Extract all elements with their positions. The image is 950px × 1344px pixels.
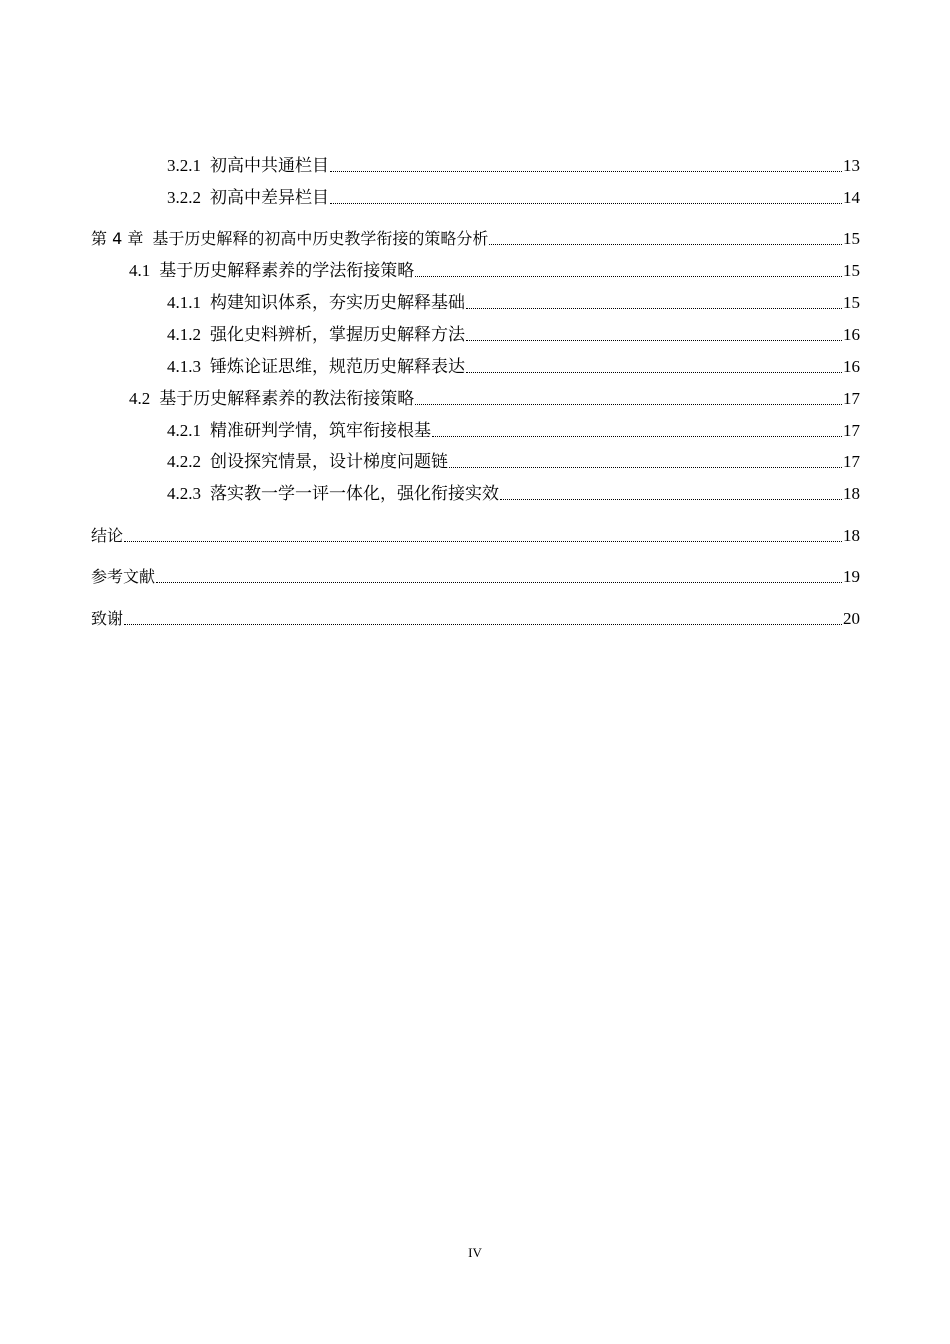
toc-entry-title: 基于历史解释的初高中历史教学衔接的策略分析	[152, 229, 489, 248]
toc-entry-4-1-1[interactable]	[167, 288, 860, 314]
toc-entry-title: 精准研判学情，筑牢衔接根基	[210, 421, 431, 440]
toc-entry-number: 4.1.3	[167, 357, 201, 376]
toc-entry-title: 落实教一学一评一体化，强化衔接实效	[210, 484, 499, 503]
toc-entry-number: 4.2.2	[167, 452, 201, 471]
toc-entry-number: 第 4 章	[91, 229, 144, 248]
toc-entry-4-2-1[interactable]	[167, 416, 860, 442]
toc-entry-title: 构建知识体系，夯实历史解释基础	[210, 293, 465, 312]
toc-entry-title: 结论	[91, 526, 124, 545]
toc-entry-3-2-1[interactable]	[167, 151, 860, 177]
toc-entry-4-2[interactable]	[129, 384, 860, 410]
toc-entry-label	[167, 420, 431, 442]
dot-leader	[432, 436, 842, 437]
page-number: IV	[468, 1245, 482, 1260]
toc-entry-title: 参考文献	[91, 567, 156, 586]
dot-leader	[124, 624, 842, 625]
toc-entry-page: 17	[843, 421, 860, 440]
dot-leader	[415, 276, 842, 277]
toc-entry-label	[167, 451, 448, 473]
toc-entry-acknowledgements[interactable]	[91, 604, 860, 630]
toc-entry-number: 4.1	[129, 261, 151, 280]
dot-leader	[466, 308, 842, 309]
toc-entry-label	[167, 155, 329, 177]
toc-entry-4-1[interactable]	[129, 256, 860, 282]
dot-leader	[124, 541, 842, 542]
toc-entry-4-1-2[interactable]	[167, 320, 860, 346]
dot-leader	[500, 499, 842, 500]
toc-entry-number: 4.2	[129, 389, 151, 408]
toc-entry-page: 18	[843, 526, 860, 545]
dot-leader	[449, 467, 842, 468]
toc-entry-page: 20	[843, 609, 860, 628]
toc-entry-page: 17	[843, 452, 860, 471]
toc-entry-title: 基于历史解释素养的教法衔接策略	[159, 389, 415, 408]
toc-entry-page: 14	[843, 188, 860, 207]
toc-entry-page: 15	[843, 229, 860, 248]
toc-entry-4-1-3[interactable]	[167, 352, 860, 378]
dot-leader	[415, 404, 842, 405]
toc-entry-title: 初高中共通栏目	[210, 156, 329, 175]
toc-entry-page: 17	[843, 389, 860, 408]
toc-entry-number: 4.2.3	[167, 484, 201, 503]
toc-entry-label	[167, 483, 499, 505]
dot-leader	[466, 340, 842, 341]
toc-entry-label	[167, 292, 465, 314]
toc-entry-label	[91, 228, 488, 250]
toc-entry-4-2-3[interactable]	[167, 479, 860, 505]
toc-entry-chapter-4[interactable]	[91, 224, 860, 250]
toc-entry-page: 16	[843, 357, 860, 376]
toc-entry-title: 基于历史解释素养的学法衔接策略	[159, 261, 415, 280]
toc-entry-4-2-2[interactable]	[167, 447, 860, 473]
toc-entry-title: 致谢	[91, 609, 124, 628]
toc-entry-title: 锤炼论证思维，规范历史解释表达	[210, 357, 465, 376]
toc-entry-label	[167, 324, 465, 346]
toc-entry-page: 15	[843, 261, 860, 280]
toc-entry-page: 16	[843, 325, 860, 344]
toc-entry-number: 4.1.2	[167, 325, 201, 344]
toc-entry-number: 4.1.1	[167, 293, 201, 312]
toc-entry-number: 4.2.1	[167, 421, 201, 440]
toc-entry-number: 3.2.2	[167, 188, 201, 207]
toc-entry-number: 3.2.1	[167, 156, 201, 175]
toc-entry-page: 18	[843, 484, 860, 503]
toc-entry-page: 15	[843, 293, 860, 312]
dot-leader	[156, 582, 842, 583]
toc-entry-3-2-2[interactable]	[167, 183, 860, 209]
dot-leader	[489, 244, 842, 245]
dot-leader	[466, 372, 842, 373]
toc-entry-label	[167, 356, 465, 378]
dot-leader	[330, 203, 842, 204]
toc-entry-page: 19	[843, 567, 860, 586]
toc-entry-conclusion[interactable]	[91, 521, 860, 547]
toc-entry-title: 初高中差异栏目	[210, 188, 329, 207]
toc-entry-references[interactable]	[91, 562, 860, 588]
toc-entry-title: 强化史料辨析，掌握历史解释方法	[210, 325, 465, 344]
dot-leader	[330, 171, 842, 172]
toc-entry-title: 创设探究情景，设计梯度问题链	[210, 452, 448, 471]
toc-entry-label	[129, 388, 414, 410]
toc-entry-label	[167, 187, 329, 209]
toc-entry-label	[129, 260, 414, 282]
toc-entry-page: 13	[843, 156, 860, 175]
